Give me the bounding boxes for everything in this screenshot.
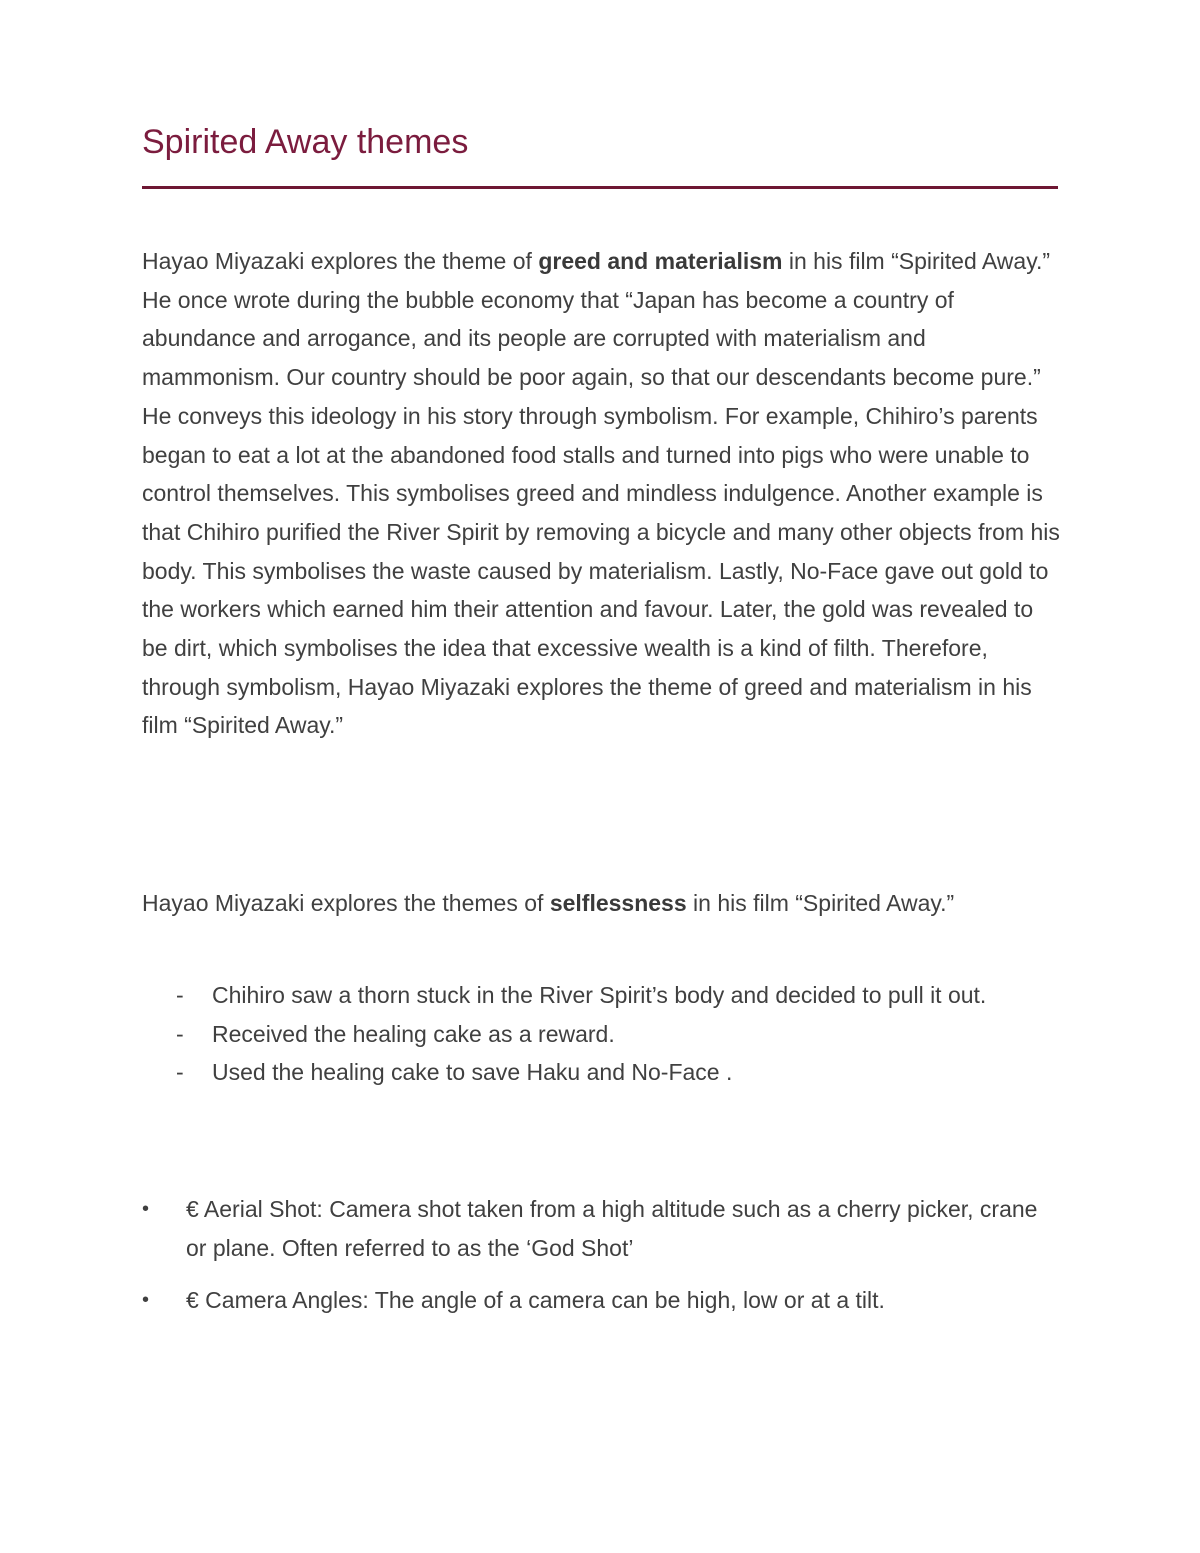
list-item bbox=[142, 1015, 1064, 1054]
paragraph2-bold-theme: selflessness bbox=[549, 890, 687, 916]
list-item bbox=[142, 1281, 1064, 1320]
title-underline-divider bbox=[142, 186, 1058, 189]
dash-marker: - bbox=[176, 1020, 184, 1047]
list-item-text: € Camera Angles: The angle of a camera can be high, low or at a tilt. bbox=[186, 1287, 885, 1314]
selflessness-dash-list bbox=[142, 976, 1064, 1092]
list-item bbox=[142, 976, 1064, 1015]
list-item-text: Chihiro saw a thorn stuck in the River Spirit’s body and decided to pull it out. bbox=[212, 982, 987, 1008]
paragraph1-bold-theme: greed and materialism bbox=[538, 248, 783, 274]
list-item-text: Used the healing cake to save Haku and No-Face . bbox=[212, 1059, 733, 1086]
bullet-marker: • bbox=[142, 1289, 150, 1312]
list-item-text: Received the healing cake as a reward. bbox=[212, 1020, 615, 1047]
paragraph1-rest: in his film “Spirited Away.” He once wrote during the bubble economy that “Japan has become a country of abundance and arrogance, and its people are corrupted with materialism and mammonism. Our country should be poor again, so that our descendants become pure.” He conveys this ideology in his story through symbolism. For example, Chihiro’s parents began to eat a lot at the abandoned food stalls and turned into pigs who were unable to control themselves. This symbolises greed and mindless indulgence. Another example is that Chihiro purified the River Spirit by removing a bicycle and many other objects from his body. This symbolises the waste caused by materialism. Lastly, No-Face gave out gold to the workers which earned him their attention and favour. Later, the gold was revealed to be dirt, which symbolises the idea that excessive wealth is a kind of filth. Therefore, through symbolism, Hayao Miyazaki explores the theme of greed and materialism in his film “Spirited Away.” bbox=[142, 248, 1060, 739]
list-item bbox=[142, 1190, 1064, 1267]
greed-materialism-paragraph bbox=[142, 242, 1064, 745]
paragraph2-rest: in his film “Spirited Away.” bbox=[686, 890, 955, 916]
paragraph1-intro: Hayao Miyazaki explores the theme of bbox=[142, 248, 539, 274]
list-item bbox=[142, 1053, 1064, 1092]
bullet-marker: • bbox=[142, 1198, 150, 1220]
document-title: Spirited Away themes bbox=[142, 123, 469, 161]
dash-marker: - bbox=[176, 1059, 184, 1086]
camera-terms-bullet-list bbox=[142, 1190, 1064, 1334]
selflessness-paragraph bbox=[142, 884, 1064, 923]
list-item-text: € Aerial Shot: Camera shot taken from a high altitude such as a cherry picker, crane or plane. Often referred to as the ‘God Shot’ bbox=[186, 1196, 1038, 1261]
paragraph2-intro: Hayao Miyazaki explores the themes of bbox=[142, 890, 550, 916]
dash-marker: - bbox=[176, 982, 184, 1008]
